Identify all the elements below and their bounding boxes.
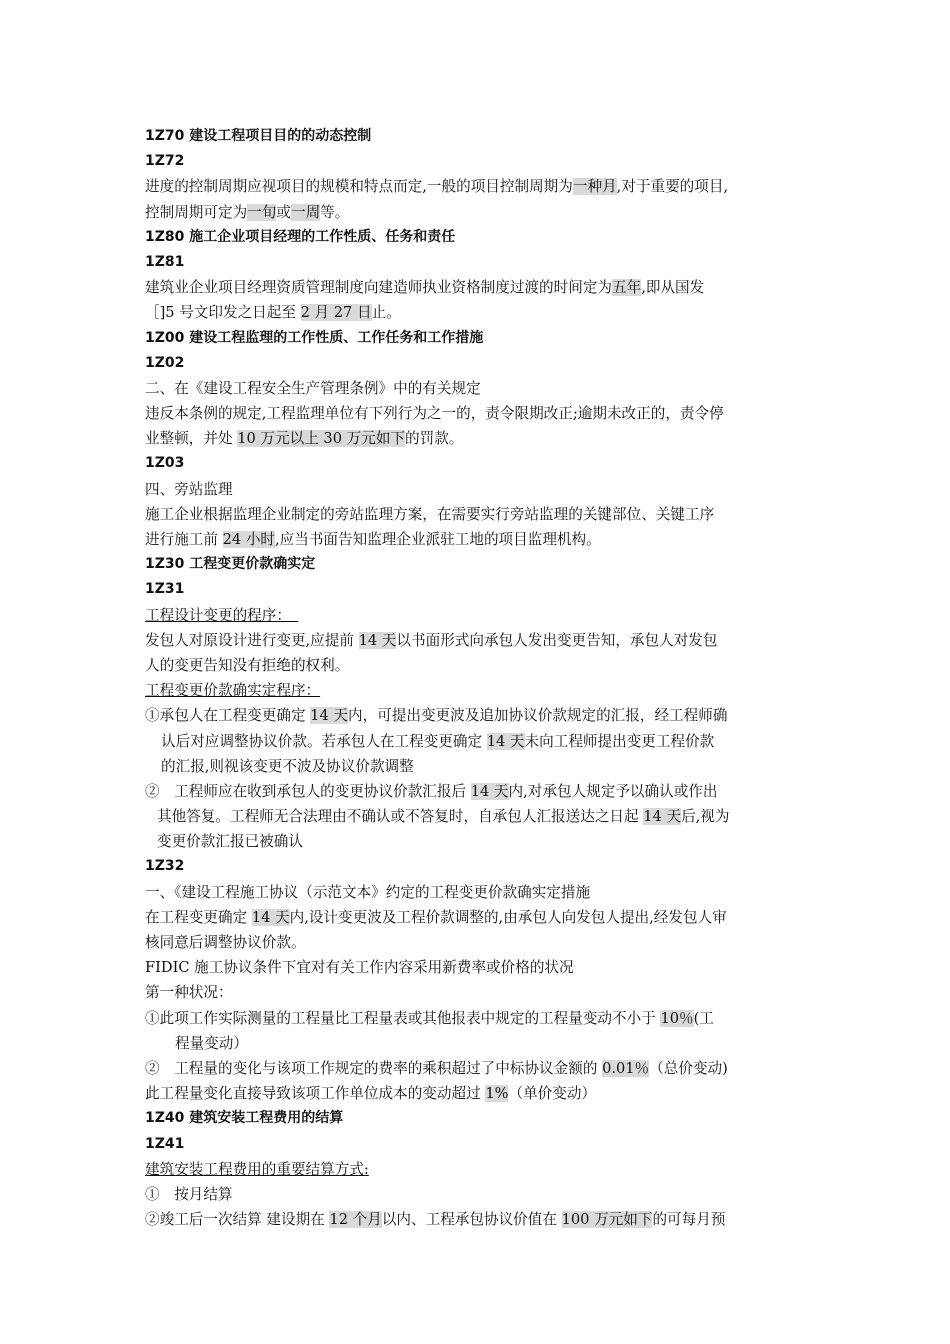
text-line xyxy=(145,275,817,300)
text-segment: 未向工程师提出变更工程价款 xyxy=(524,732,715,750)
highlighted-term: 一周 xyxy=(290,203,321,221)
text-segment: 认后对应调整协议价款。若承包人在工程变更确定 xyxy=(161,732,487,750)
text-segment: ,对于重要的项目, xyxy=(616,178,729,196)
text-line xyxy=(145,1157,817,1182)
text-segment: ［]5 号文印发之日起至 xyxy=(145,304,301,322)
text-segment: 进度的控制周期应视项目的规模和特点而定,一般的项目控制周期为 xyxy=(145,178,573,196)
text-segment: 内，可提出变更波及追加协议价款规定的汇报，经工程师确 xyxy=(347,707,728,725)
text-segment: ② 工程量的变化与该项工作规定的费率的乘积超过了中标协议金额的 xyxy=(145,1059,603,1077)
text-line xyxy=(145,804,817,829)
text-line xyxy=(145,527,817,552)
text-segment: 人的变更告知没有拒绝的权利。 xyxy=(145,656,350,674)
text-segment: 建筑业企业项目经理资质管理制度向建造师执业资格制度过渡的时间定为 xyxy=(145,279,613,297)
highlighted-term: 14 天 xyxy=(310,707,348,725)
section-heading xyxy=(145,1132,817,1157)
text-segment: 以书面形式向承包人发出变更告知，承包人对发包 xyxy=(396,631,718,649)
highlighted-term: 2 月 27 日 xyxy=(300,304,372,322)
section-heading xyxy=(145,552,817,577)
text-segment: 控制周期可定为 xyxy=(145,203,248,221)
text-segment: 的汇报,则视该变更不波及协议价款调整 xyxy=(161,757,414,775)
text-segment: 四、旁站监理 xyxy=(145,480,233,498)
text-line xyxy=(145,200,817,225)
text-segment: ② 工程师应在收到承包人的变更协议价款汇报后 xyxy=(145,782,471,800)
section-heading xyxy=(145,1106,817,1131)
highlighted-term: 14 天 xyxy=(643,808,682,826)
section-heading xyxy=(145,326,817,351)
text-line xyxy=(145,628,817,653)
text-segment: ②竣工后一次结算 建设期在 xyxy=(145,1211,330,1229)
text-segment: 1Z03 xyxy=(145,455,185,472)
text-segment: 在工程变更确定 xyxy=(145,908,252,926)
text-segment: 或 xyxy=(276,203,291,221)
text-segment: 进行施工前 xyxy=(145,531,223,548)
text-segment: 的可每月预 xyxy=(652,1211,726,1229)
text-line xyxy=(145,980,817,1005)
text-segment: 等。 xyxy=(320,203,350,221)
text-line xyxy=(145,754,817,779)
highlighted-term: 1% xyxy=(485,1085,509,1103)
highlighted-term: 14 天 xyxy=(251,908,290,926)
text-segment: ,应当书面告知监理企业派驻工地的项目监理机构。 xyxy=(275,531,601,548)
highlighted-term: 五年 xyxy=(612,279,642,297)
text-segment: 1Z72 xyxy=(145,153,185,170)
highlighted-term: 14 天 xyxy=(486,732,525,750)
text-segment: 1Z40 建筑安装工程费用的结算 xyxy=(145,1110,344,1127)
text-segment: ① 按月结算 xyxy=(145,1185,233,1203)
text-segment: （总价变动) xyxy=(649,1059,728,1077)
text-segment: 一、《建设工程施工协议（示范文本》约定的工程变更价款确实定措施 xyxy=(145,883,591,901)
text-segment: 内,对承包人规定予以确认或作出 xyxy=(508,782,718,800)
section-heading xyxy=(145,149,817,174)
text-line xyxy=(145,300,817,325)
section-heading xyxy=(145,124,817,149)
section-heading xyxy=(145,351,817,376)
text-segment: 其他答复。工程师无合法理由不确认或不答复时，自承包人汇报送达之日起 xyxy=(157,808,644,826)
section-heading xyxy=(145,451,817,476)
text-segment: 发包人对原设计进行变更,应提前 xyxy=(145,631,359,649)
text-segment: 工程变更价款确实定程序： xyxy=(145,682,321,700)
highlighted-term: 24 小时 xyxy=(222,531,276,548)
highlighted-term: 0.01％ xyxy=(602,1059,650,1077)
text-line xyxy=(145,603,817,628)
text-segment: 此工程量变化直接导致该项工作单位成本的变动超过 xyxy=(145,1085,486,1103)
highlighted-term: 一旬 xyxy=(247,203,277,221)
section-heading xyxy=(145,225,817,250)
text-segment: 1Z41 xyxy=(145,1135,185,1152)
text-segment: ①此项工作实际测量的工程量比工程量表或其他报表中规定的工程量变动不小于 xyxy=(145,1009,661,1027)
text-line xyxy=(145,1006,817,1031)
text-line xyxy=(145,779,817,804)
text-line xyxy=(145,653,817,678)
highlighted-term: 12 个月 xyxy=(329,1211,382,1229)
text-line xyxy=(145,955,817,980)
text-segment: 工程设计变更的程序： xyxy=(145,606,299,624)
text-segment: 1Z02 xyxy=(145,354,185,371)
text-segment: 1Z70 建设工程项目目的的动态控制 xyxy=(145,128,372,144)
text-segment: 业整顿，并处 xyxy=(145,430,238,448)
text-line xyxy=(145,930,817,955)
text-line xyxy=(145,376,817,401)
text-segment: 施工企业根据监理企业制定的旁站监理方案，在需要实行旁站监理的关键部位、关键工序 xyxy=(145,505,715,523)
section-heading xyxy=(145,250,817,275)
document-page xyxy=(145,124,817,1232)
text-line xyxy=(145,905,817,930)
text-line xyxy=(145,703,817,728)
text-line xyxy=(145,477,817,502)
text-segment: (工 xyxy=(693,1009,714,1027)
text-segment: ,即从国发 xyxy=(641,279,705,297)
text-segment: 1Z80 施工企业项目经理的工作性质、任务和责任 xyxy=(145,228,456,245)
text-segment: （单价变动） xyxy=(508,1085,597,1103)
text-segment: 内,设计变更波及工程价款调整的,由承包人向发包人提出,经发包人审 xyxy=(289,908,727,926)
text-segment: 1Z81 xyxy=(145,253,185,270)
highlighted-term: 10 万元以上 30 万元如下 xyxy=(237,430,406,448)
highlighted-term: 10％ xyxy=(660,1009,694,1027)
text-segment: 1Z31 xyxy=(145,581,185,598)
text-line xyxy=(145,829,817,854)
text-line xyxy=(145,1056,817,1081)
text-segment: FIDIC 施工协议条件下宜对有关工作内容采用新费率或价格的状况 xyxy=(145,959,574,977)
text-line xyxy=(145,729,817,754)
text-segment: 1Z00 建设工程监理的工作性质、工作任务和工作措施 xyxy=(145,329,484,346)
text-segment: 变更价款汇报已被确认 xyxy=(157,833,303,851)
text-segment: 的罚款。 xyxy=(405,430,464,448)
text-segment: 止。 xyxy=(371,304,401,322)
highlighted-term: 一种月 xyxy=(572,178,617,196)
text-segment: 二、在《建设工程安全生产管理条例》中的有关规定 xyxy=(145,379,481,397)
highlighted-term: 14 天 xyxy=(358,631,397,649)
text-line xyxy=(145,502,817,527)
text-segment: 后,视为 xyxy=(681,808,730,826)
text-line xyxy=(145,426,817,451)
text-line xyxy=(145,1182,817,1207)
text-segment: 1Z32 xyxy=(145,858,185,875)
text-segment: 违反本条例的规定,工程监理单位有下列行为之一的，责令限期改正;逾期未改正的，责令停 xyxy=(145,405,724,423)
text-line xyxy=(145,1207,817,1232)
text-line xyxy=(145,174,817,199)
text-line xyxy=(145,880,817,905)
text-segment: 核同意后调整协议价款。 xyxy=(145,934,306,951)
section-heading xyxy=(145,577,817,602)
text-segment: 第一种状况： xyxy=(145,984,233,1002)
text-segment: ①承包人在工程变更确定 xyxy=(145,707,311,725)
text-segment: 程量变动） xyxy=(175,1034,248,1052)
text-segment: 以内、工程承包协议价值在 xyxy=(381,1211,562,1229)
text-segment: 1Z30 工程变更价款确实定 xyxy=(145,556,316,573)
text-line xyxy=(145,1081,817,1106)
text-line xyxy=(145,678,817,703)
text-segment: 建筑安装工程费用的重要结算方式: xyxy=(145,1160,369,1178)
section-heading xyxy=(145,854,817,879)
text-line xyxy=(145,401,817,426)
highlighted-term: 14 天 xyxy=(470,782,509,800)
text-line xyxy=(145,1031,817,1056)
highlighted-term: 100 万元如下 xyxy=(561,1211,653,1229)
